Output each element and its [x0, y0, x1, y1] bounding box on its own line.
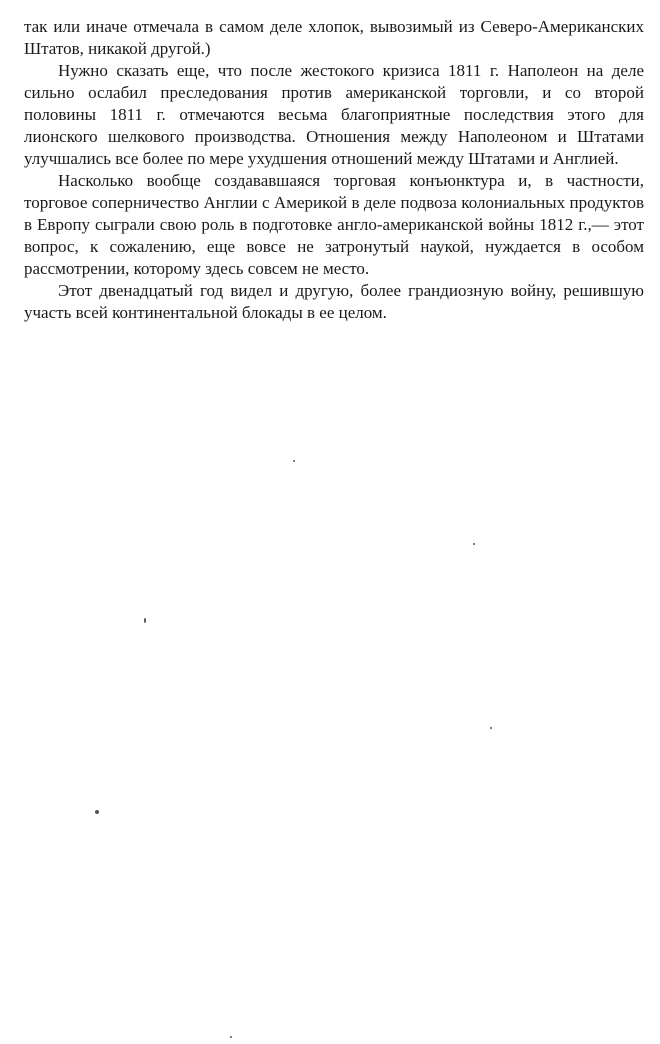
scan-speck	[95, 810, 99, 814]
page-text	[24, 16, 644, 324]
scan-speck	[144, 618, 146, 623]
scan-speck	[230, 1036, 232, 1038]
paragraph-twelfth-year: Этот двенадцатый год видел и другую, более грандиозную войну, решившую участь всей континентальной блокады в ее целом.	[24, 281, 644, 322]
scan-speck	[473, 543, 475, 545]
paragraph-continuation: так или иначе отмечала в самом деле хлопок, вывозимый из Северо-Американских Штатов, никакой другой.)	[24, 17, 644, 58]
paragraph-napoleon-trade: Нужно сказать еще, что после жестокого кризиса 1811 г. Наполеон на деле сильно ослабил преследования против американской торговли, и со второй половины 1811 г. отмечаются весьма благоприятные последствия этого для лионского шелкового производства. Отношения между Наполеоном и Штатами улучшались все более по мере ухудшения отношений между Штатами и Англией.	[24, 61, 644, 168]
scan-speck	[293, 460, 295, 462]
scan-speck	[490, 727, 492, 729]
paragraph-trade-rivalry: Насколько вообще создававшаяся торговая конъюнктура и, в частности, торговое соперничество Англии с Америкой в деле подвоза колониальных продуктов в Европу сыграли свою роль в подготовке англо-американской войны 1812 г.,— этот вопрос, к сожалению, еще вовсе не затронутый наукой, нуждается в особом рассмотрении, которому здесь совсем не место.	[24, 171, 644, 278]
